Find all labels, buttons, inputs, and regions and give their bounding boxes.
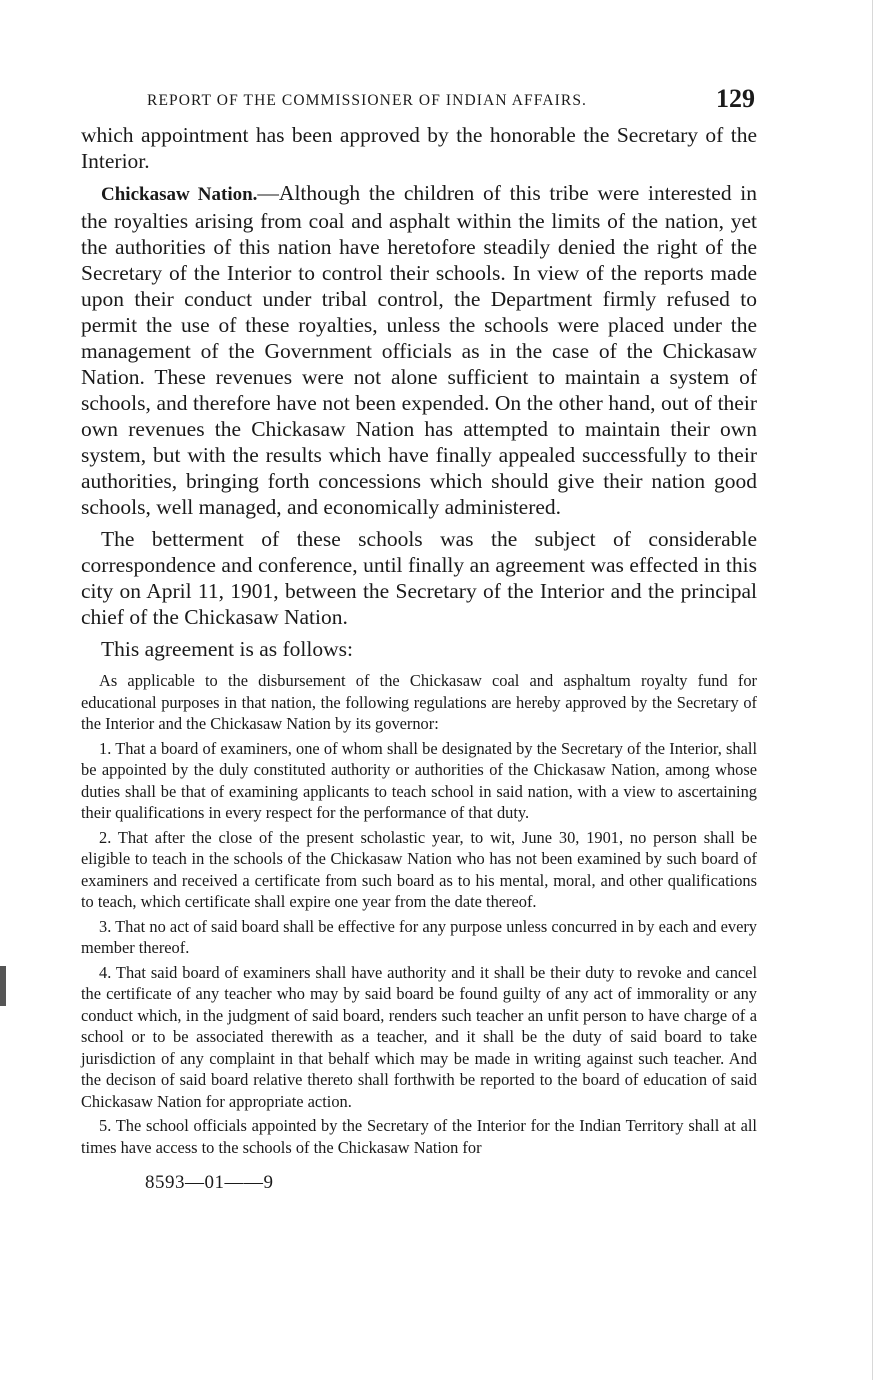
body-text	[81, 122, 757, 662]
running-header	[81, 84, 757, 118]
running-title: REPORT OF THE COMMISSIONER OF INDIAN AFFAIRS.	[147, 92, 588, 109]
paragraph-agreement-intro: This agreement is as follows:	[101, 637, 353, 661]
agreement-item-2: 2. That after the close of the present scholastic year, to wit, June 30, 1901, no person shall be eligible to teach in the schools of the Chickasaw Nation who has not been examined by such board of examiners and received a certificate from such board as to his mental, moral, and other qualifications to teach, which certificate shall expire one year from the date thereof.	[81, 827, 757, 911]
agreement-item-4: 4. That said board of examiners shall have authority and it shall be their duty to revoke and cancel the certificate of any teacher who may by said board be found guilty of any act of immorality or any conduct which, in the judgment of said board, renders such teacher an unfit person to have charge of a school or to be associated therewith as a teacher, and it shall be the duty of said board to take jurisdiction of any complaint in that behalf which may be made in writing against such teacher. And the decison of said board relative thereto shall forthwith be reported to the board of education of said Chickasaw Nation for appropriate action.	[81, 962, 757, 1111]
paragraph-betterment: The betterment of these schools was the subject of considerable correspondence and conference, until finally an agreement was effected in this city on April 11, 1901, between the Secretary of the Interior and the principal chief of the Chickasaw Nation.	[81, 527, 757, 629]
printer-signature: 8593—01——9	[145, 1172, 274, 1193]
agreement-quote	[81, 670, 757, 1158]
binding-mark	[0, 966, 6, 1006]
page-edge-rule	[872, 0, 873, 1380]
paragraph-continuation: which appointment has been approved by the honorable the Secretary of the Interior.	[81, 123, 757, 173]
page-number: 129	[716, 84, 755, 113]
agreement-item-5: 5. The school officials appointed by the Secretary of the Interior for the Indian Territory shall at all times have access to the schools of the Chickasaw Nation for	[81, 1116, 757, 1157]
section-heading: Chickasaw Nation.	[101, 184, 258, 205]
paragraph-text: —Although the children of this tribe were interested in the royalties arising from coal and asphalt within the limits of the nation, yet the authorities of this nation have heretofore steadily denied the right of the Secretary of the Interior to control their schools. In view of the reports made upon their conduct under tribal control, the Department firmly refused to permit the use of these royalties, unless the schools were placed under the management of the Government officials as in the case of the Chickasaw Nation. These revenues were not alone sufficient to maintain a system of schools, and therefore have not been expended. On the other hand, out of their own revenues the Chickasaw Nation has attempted to maintain their own system, but with the results which have finally appealed successfully to their authorities, bringing forth concessions which should give their nation good schools, well managed, and economically administered.	[81, 181, 758, 519]
agreement-item-1: 1. That a board of examiners, one of whom shall be designated by the Secretary of the Interior, shall be appointed by the duly constituted authority or authorities of the Chickasaw Nation, among whose duties shall be that of examining applicants to teach school in said nation, with a view to ascertaining their qualifications in every respect for the performance of that duty.	[81, 738, 757, 822]
agreement-preamble: As applicable to the disbursement of the Chickasaw coal and asphaltum royalty fund for educational purposes in that nation, the following regulations are hereby approved by the Secretary of the Interior and the Chickasaw Nation by its governor:	[81, 671, 757, 733]
paragraph-chickasaw-nation	[81, 180, 757, 520]
document-page	[81, 84, 757, 1194]
agreement-item-3: 3. That no act of said board shall be effective for any purpose unless concurred in by each and every member thereof.	[81, 916, 757, 957]
